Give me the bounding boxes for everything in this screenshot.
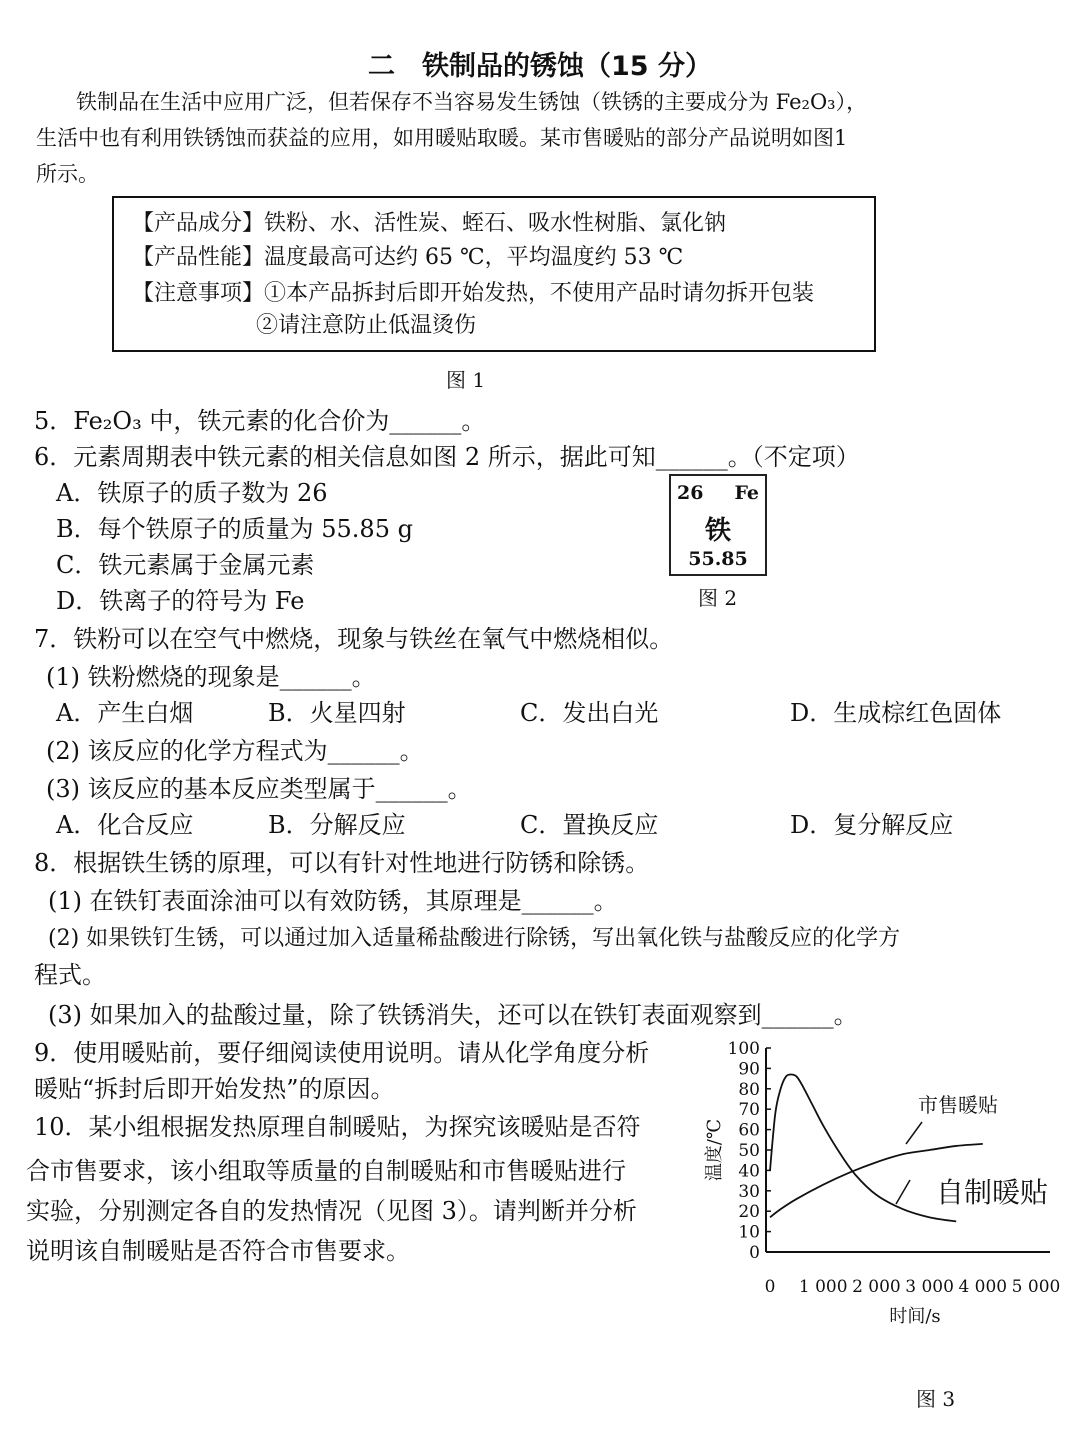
series-label-commercial: 市售暖贴 (918, 1093, 998, 1117)
question-9-line-2: 暖贴“拆封后即开始发热”的原因。 (34, 1075, 395, 1103)
intro-line-3: 所示。 (36, 162, 99, 186)
question-6-option-c: C．铁元素属于金属元素 (56, 551, 315, 579)
question-7-3-option-b: B．分解反应 (268, 811, 406, 839)
question-7-3-option-c: C．置换反应 (520, 811, 659, 839)
question-7-1-option-d: D．生成棕红色固体 (790, 699, 1002, 727)
y-tick-label: 70 (738, 1100, 760, 1121)
y-tick-label: 0 (749, 1243, 760, 1263)
figure-1-caption: 图 1 (446, 368, 486, 392)
question-6-option-d: D．铁离子的符号为 Fe (56, 587, 305, 615)
x-tick-label: 5 000 (1011, 1277, 1061, 1297)
question-7-1-option-c: C．发出白光 (520, 699, 659, 727)
question-5: 5．Fe₂O₃ 中，铁元素的化合价为______。 (34, 407, 486, 435)
y-tick-label: 10 (738, 1222, 760, 1243)
atomic-number: 26 (677, 482, 704, 504)
atomic-mass: 55.85 (688, 548, 748, 570)
y-tick-label: 40 (738, 1161, 760, 1182)
question-7-part-1: (1) 铁粉燃烧的现象是______。 (46, 663, 376, 691)
question-8-part-1: (1) 在铁钉表面涂油可以有效防锈，其原理是______。 (48, 887, 618, 915)
figure-3-caption: 图 3 (916, 1387, 956, 1411)
question-7-3-option-d: D．复分解反应 (790, 811, 954, 839)
product-notice-1: 【注意事项】①本产品拆封后即开始发热，不使用产品时请勿拆开包装 (132, 281, 815, 306)
temperature-chart (700, 1030, 1070, 1440)
question-7-part-3: (3) 该反应的基本反应类型属于______。 (46, 775, 472, 803)
question-7-1-option-b: B．火星四射 (268, 699, 406, 727)
y-tick-label: 60 (738, 1120, 760, 1141)
product-notice-2: ②请注意防止低温烫伤 (256, 313, 477, 338)
y-tick-label: 50 (738, 1141, 760, 1161)
question-8-part-2-cont: 程式。 (34, 961, 106, 989)
question-8-part-3: (3) 如果加入的盐酸过量，除了铁锈消失，还可以在铁钉表面观察到______。 (48, 1001, 858, 1029)
question-10-line-3: 实验，分别测定各自的发热情况（见图 3）。请判断并分析 (26, 1197, 637, 1225)
question-8-stem: 8．根据铁生锈的原理，可以有针对性地进行防锈和除锈。 (34, 849, 650, 877)
y-tick-label: 90 (738, 1059, 760, 1080)
question-9-line-1: 9．使用暖贴前，要仔细阅读使用说明。请从化学角度分析 (34, 1039, 650, 1067)
y-tick-label: 20 (738, 1202, 760, 1223)
product-performance: 【产品性能】温度最高可达约 65 ℃，平均温度约 53 ℃ (132, 245, 684, 270)
question-8-part-2: (2) 如果铁钉生锈，可以通过加入适量稀盐酸进行除锈，写出氧化铁与盐酸反应的化学方 (48, 926, 901, 951)
series-leader-homemade (896, 1180, 910, 1204)
product-info-box (112, 196, 876, 352)
question-10-line-2: 合市售要求，该小组取等质量的自制暖贴和市售暖贴进行 (26, 1157, 626, 1185)
y-tick-label: 80 (738, 1079, 760, 1100)
question-7-stem: 7．铁粉可以在空气中燃烧，现象与铁丝在氧气中燃烧相似。 (34, 625, 674, 653)
x-tick-label: 1 000 (798, 1277, 848, 1297)
question-7-3-option-a: A．化合反应 (56, 811, 194, 839)
product-ingredients: 【产品成分】铁粉、水、活性炭、蛭石、吸水性树脂、氯化钠 (132, 211, 727, 236)
element-card-iron (669, 474, 767, 576)
element-symbol: Fe (734, 482, 759, 504)
question-10-line-1: 10．某小组根据发热原理自制暖贴，为探究该暖贴是否符 (34, 1113, 641, 1141)
question-6-stem: 6．元素周期表中铁元素的相关信息如图 2 所示，据此可知______。（不定项） (34, 443, 860, 471)
series-leader-commercial (906, 1122, 922, 1144)
series-label-homemade: 自制暖贴 (936, 1176, 1049, 1209)
x-axis-label: 时间/s (889, 1306, 941, 1327)
y-tick-label: 30 (738, 1181, 760, 1202)
question-6-option-a: A．铁原子的质子数为 26 (56, 479, 328, 507)
question-7-part-2: (2) 该反应的化学方程式为______。 (46, 737, 424, 765)
x-tick-label: 0 (764, 1277, 776, 1297)
intro-line-2: 生活中也有利用铁锈蚀而获益的应用，如用暖贴取暖。某市售暖贴的部分产品说明如图1 (36, 126, 848, 150)
question-6-option-b: B．每个铁原子的质量为 55.85 g (56, 515, 413, 543)
x-tick-label: 2 000 (852, 1277, 901, 1297)
figure-2-caption: 图 2 (698, 586, 738, 610)
y-tick-label: 100 (727, 1039, 760, 1059)
x-tick-label: 4 000 (958, 1277, 1008, 1297)
question-7-1-option-a: A．产生白烟 (56, 699, 194, 727)
intro-line-1: 铁制品在生活中应用广泛，但若保存不当容易发生锈蚀（铁锈的主要成分为 Fe₂O₃）， (76, 90, 868, 114)
y-axis-label: 温度/℃ (704, 1118, 725, 1182)
element-name: 铁 (704, 516, 731, 546)
x-tick-label: 3 000 (905, 1277, 954, 1297)
section-title: 二 铁制品的锈蚀（15 分） (368, 51, 712, 82)
question-10-line-4: 说明该自制暖贴是否符合市售要求。 (26, 1237, 410, 1265)
